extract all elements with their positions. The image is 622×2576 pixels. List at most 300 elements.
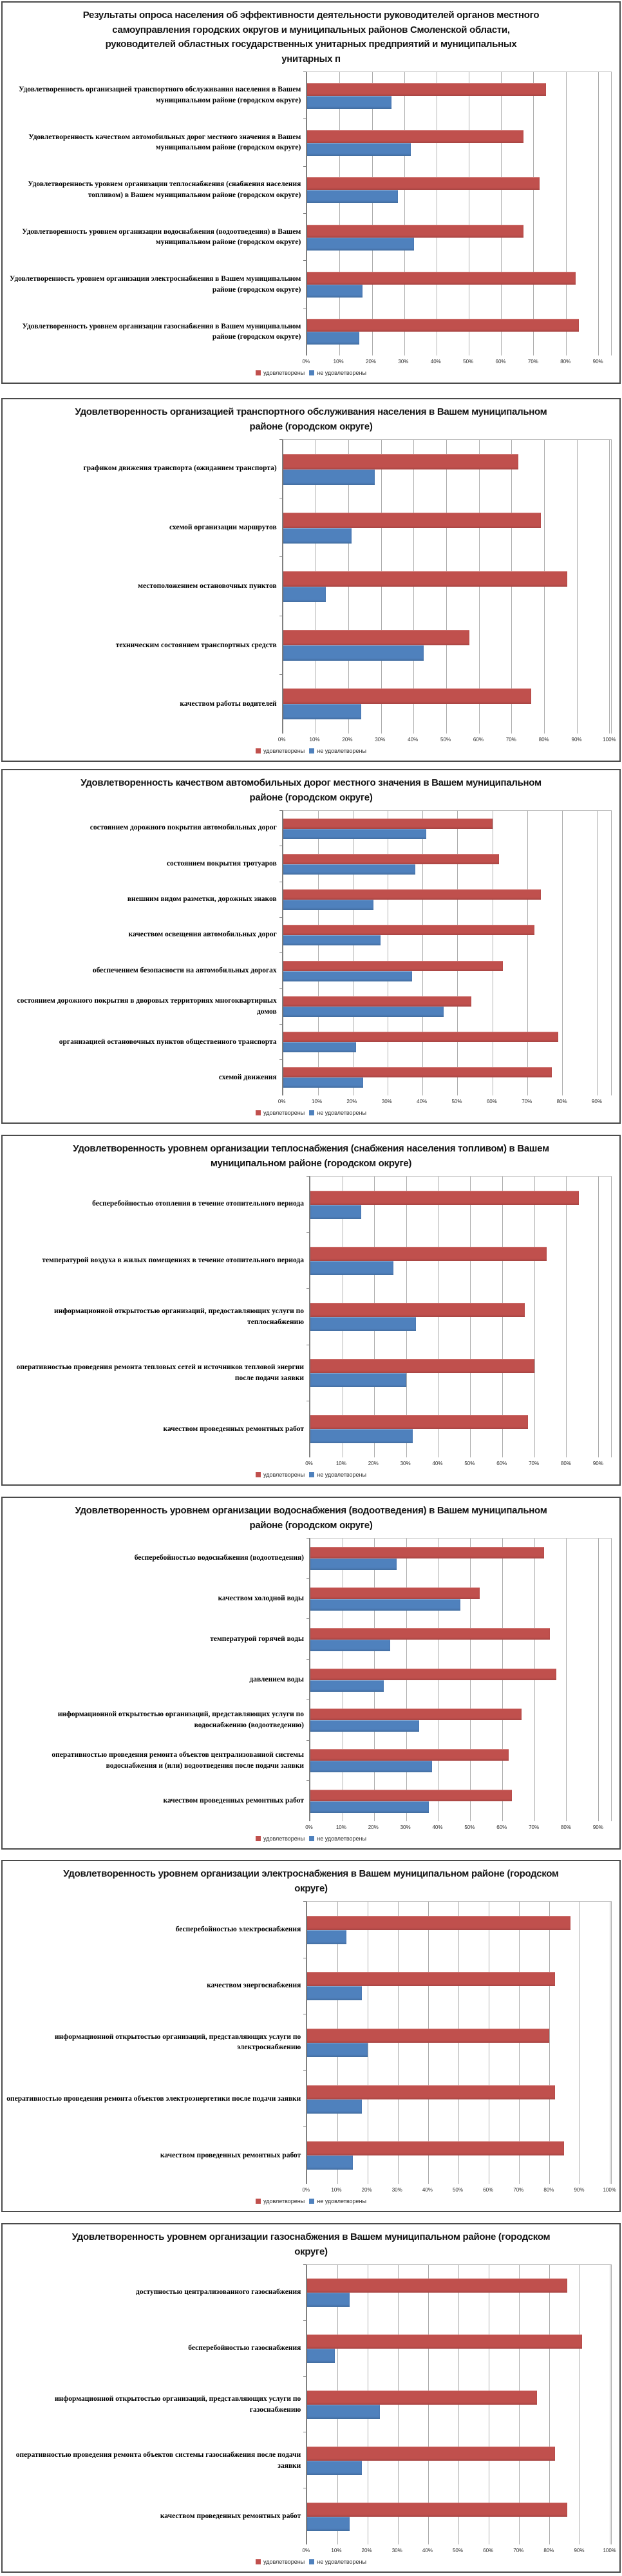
- x-axis-tick-label: 50%: [463, 359, 474, 365]
- legend-label-satisfied: удовлетворены: [263, 1110, 305, 1116]
- bar-satisfied: [310, 1191, 579, 1205]
- x-axis-tick-labels: [278, 1097, 612, 1106]
- category-labels-column: [6, 71, 306, 355]
- bar-satisfied: [310, 1359, 534, 1373]
- x-axis-tick-label: 20%: [346, 1099, 357, 1104]
- category-cell: [6, 214, 306, 261]
- bar-not-satisfied: [307, 332, 359, 345]
- bar-row: [283, 1025, 612, 1060]
- category-cell: [6, 1176, 309, 1232]
- x-axis: [6, 1823, 612, 1832]
- bar-satisfied: [307, 2085, 555, 2099]
- bar-row: [283, 498, 612, 557]
- bar-satisfied: [310, 1587, 480, 1599]
- category-cell: [6, 953, 282, 989]
- bar-satisfied: [283, 571, 567, 587]
- category-cell: [6, 557, 282, 616]
- category-label: внешним видом разметки, дорожных знаков: [127, 895, 277, 904]
- legend-label-not-satisfied: не удовлетворены: [317, 1110, 366, 1116]
- category-label: информационной открытостью организаций, представляющих услуги по электроснабжению: [55, 2032, 301, 2052]
- legend-swatch-satisfied: [256, 370, 261, 375]
- x-axis: [6, 1459, 612, 1468]
- category-cell: [6, 846, 282, 881]
- bar-row: [310, 1741, 612, 1781]
- category-cell: [6, 1781, 309, 1821]
- category-cell: [6, 917, 282, 952]
- chart-panel: [1, 398, 621, 762]
- category-cell: [6, 2320, 306, 2376]
- bar-not-satisfied: [283, 1007, 444, 1017]
- category-label: оперативностью проведения ремонта объектов системы газоснабжения после подачи заявки: [15, 2450, 301, 2470]
- bar-satisfied: [310, 1790, 512, 1801]
- chart-title: Удовлетворенность уровнем организации водоснабжения (водоотведения) в Вашем муниципальном районе (городском округе): [75, 1505, 547, 1531]
- category-cell: [6, 989, 282, 1024]
- bar-satisfied: [283, 630, 469, 645]
- category-cell: [6, 2432, 306, 2488]
- axis-spacer: [6, 2185, 306, 2195]
- x-axis-tick-label: 90%: [571, 737, 582, 743]
- x-axis: [6, 1097, 612, 1106]
- legend-swatch-not-satisfied: [309, 1110, 314, 1115]
- bar-satisfied: [307, 130, 523, 143]
- x-axis-tick-label: 40%: [432, 1824, 443, 1830]
- bar-not-satisfied: [307, 2155, 352, 2170]
- bar-not-satisfied: [283, 1077, 364, 1088]
- category-label: оперативностью проведения ремонта тепловых сетей и источников тепловой энергии после подачи заявки: [16, 1363, 304, 1382]
- x-axis-tick-label: 10%: [331, 2548, 342, 2553]
- bar-satisfied: [310, 1749, 509, 1761]
- bar-not-satisfied: [310, 1680, 384, 1692]
- category-label: состоянием покрытия тротуаров: [166, 859, 277, 867]
- category-label: качеством холодной воды: [218, 1594, 304, 1602]
- bar-rows: [307, 1902, 612, 2184]
- x-axis-tick-label: 60%: [483, 2187, 494, 2193]
- bar-satisfied: [307, 2029, 549, 2043]
- bar-not-satisfied: [310, 1599, 460, 1611]
- x-axis-tick-label: 10%: [333, 359, 344, 365]
- category-cell: [6, 1958, 306, 2014]
- category-label: Удовлетворенность уровнем организации теплоснабжения (снабжения населения топливом) в Вашем муниципальном районе (городском округе): [28, 180, 301, 199]
- legend-item-satisfied: [256, 1835, 305, 1842]
- x-axis-tick-label: 40%: [408, 737, 419, 743]
- bar-not-satisfied: [307, 190, 397, 203]
- category-label: информационной открытостью организаций, представляющих услуги по водоснабжению (водоотведению): [57, 1710, 304, 1729]
- bar-row: [283, 557, 612, 616]
- x-axis-tick-labels: [305, 1459, 612, 1468]
- category-cell: [6, 2488, 306, 2544]
- bar-row: [283, 918, 612, 953]
- x-axis-tick-label: 70%: [522, 1099, 532, 1104]
- category-cell: [6, 1700, 309, 1740]
- category-cell: [6, 2376, 306, 2432]
- bar-row: [307, 308, 612, 355]
- legend: [3, 1106, 619, 1122]
- legend-item-not-satisfied: [309, 1472, 366, 1478]
- bar-row: [307, 167, 612, 214]
- bar-satisfied: [307, 83, 546, 96]
- legend-label-satisfied: удовлетворены: [263, 2559, 305, 2565]
- x-axis-tick-labels: [302, 357, 612, 366]
- legend-item-satisfied: [256, 370, 305, 376]
- category-label: качеством работы водителей: [180, 699, 277, 708]
- bar-not-satisfied: [310, 1429, 413, 1443]
- category-label: бесперебойностью электроснабжения: [175, 1925, 301, 1933]
- category-label: Удовлетворенность уровнем организации газоснабжения в Вашем муниципальном районе (городском округе): [22, 322, 301, 341]
- bar-row: [307, 2265, 612, 2321]
- x-axis-tick-label: 50%: [451, 1099, 462, 1104]
- category-labels-column: [6, 1538, 309, 1821]
- bar-satisfied: [310, 1669, 556, 1680]
- category-labels-column: [6, 2264, 306, 2544]
- bar-not-satisfied: [307, 238, 414, 251]
- category-label: температурой воздуха в жилых помещениях в течение отопительного периода: [42, 1256, 304, 1264]
- category-label: бесперебойностью отопления в течение отопительного периода: [92, 1200, 304, 1208]
- bar-satisfied: [307, 2447, 555, 2461]
- bar-not-satisfied: [310, 1720, 419, 1732]
- bar-not-satisfied: [307, 2405, 380, 2419]
- x-axis-tick-label: 20%: [342, 737, 353, 743]
- bar-row: [307, 2071, 612, 2128]
- bar-row: [310, 1345, 612, 1401]
- bar-not-satisfied: [307, 2517, 350, 2531]
- bar-not-satisfied: [307, 2349, 334, 2363]
- bar-not-satisfied: [283, 645, 424, 661]
- category-cell: [6, 166, 306, 214]
- bar-satisfied: [307, 2503, 567, 2517]
- bar-row: [307, 2432, 612, 2488]
- legend-label-satisfied: удовлетворены: [263, 2198, 305, 2204]
- category-label: Удовлетворенность качеством автомобильных дорог местного значения в Вашем муниципальном районе (городском округе): [28, 133, 301, 152]
- bar-not-satisfied: [307, 285, 362, 298]
- legend-label-not-satisfied: не удовлетворены: [317, 2198, 366, 2204]
- chart-title: Удовлетворенность качеством автомобильных дорог местного значения в Вашем муниципальном районе (городском округе): [80, 777, 542, 803]
- legend-label-satisfied: удовлетворены: [263, 1835, 305, 1842]
- bar-satisfied: [310, 1709, 522, 1720]
- bar-row: [310, 1619, 612, 1660]
- x-axis-tick-label: 50%: [464, 1461, 475, 1466]
- x-axis-tick-label: 90%: [592, 359, 603, 365]
- bar-row: [307, 261, 612, 308]
- legend-item-satisfied: [256, 1110, 305, 1116]
- legend-item-not-satisfied: [309, 1835, 366, 1842]
- chart-title: Результаты опроса населения об эффективности деятельности руководителей органов местного самоуправления городских округов и муниципальных районов Смоленской области, руководителей областных государственных унитарных предприятий и муниципальных унитарных п: [82, 10, 540, 64]
- category-cell: [6, 439, 282, 498]
- x-axis-tick-label: 10%: [312, 1099, 323, 1104]
- legend-swatch-not-satisfied: [309, 2199, 314, 2204]
- bar-row: [310, 1579, 612, 1620]
- plot-area: [309, 1538, 612, 1821]
- axis-spacer: [6, 1097, 282, 1106]
- category-label: оперативностью проведения ремонта объектов централизованной системы водоснабжения и (или) водоотведения после подачи заявки: [52, 1751, 304, 1770]
- legend-label-not-satisfied: не удовлетворены: [317, 1835, 366, 1842]
- bar-not-satisfied: [307, 2043, 368, 2057]
- bar-satisfied: [283, 925, 534, 935]
- plot-area: [306, 2264, 612, 2544]
- x-axis-tick-label: 0%: [302, 359, 310, 365]
- bar-row: [310, 1177, 612, 1233]
- x-axis-tick-label: 50%: [452, 2548, 463, 2553]
- bar-rows: [310, 1177, 612, 1457]
- category-cell: [6, 1289, 309, 1345]
- axis-spacer: [6, 2546, 306, 2555]
- legend-swatch-not-satisfied: [309, 1472, 314, 1477]
- legend: [3, 744, 619, 761]
- chart-panel: [1, 2223, 621, 2573]
- chart-panel: [1, 1135, 621, 1486]
- bar-satisfied: [310, 1247, 547, 1261]
- plot-area: [282, 810, 612, 1095]
- category-cell: [6, 1538, 309, 1578]
- bar-row: [307, 1958, 612, 2015]
- category-cell: [6, 675, 282, 734]
- bar-row: [307, 119, 612, 166]
- bar-not-satisfied: [307, 96, 391, 109]
- category-cell: [6, 2070, 306, 2127]
- x-axis: [6, 357, 612, 366]
- category-label: Удовлетворенность уровнем организации электроснабжения в Вашем муниципальном районе (городском округе): [9, 275, 301, 294]
- bar-rows: [307, 2265, 612, 2544]
- chart-area: [6, 1538, 612, 1821]
- bar-not-satisfied: [307, 143, 411, 156]
- bar-row: [307, 2321, 612, 2377]
- bar-satisfied: [307, 225, 523, 238]
- x-axis-tick-label: 80%: [556, 1099, 567, 1104]
- axis-spacer: [6, 735, 282, 744]
- x-axis-tick-labels: [278, 735, 616, 744]
- category-label: графиком движения транспорта (ожиданием транспорта): [83, 464, 277, 473]
- legend-label-satisfied: удовлетворены: [263, 370, 305, 376]
- bar-not-satisfied: [283, 971, 412, 981]
- bar-not-satisfied: [310, 1558, 397, 1570]
- category-label: информационной открытостью организаций, представляющих услуги по газоснабжению: [55, 2394, 301, 2414]
- x-axis-tick-label: 90%: [591, 1099, 602, 1104]
- bar-not-satisfied: [310, 1373, 406, 1387]
- category-label: качеством энергоснабжения: [207, 1982, 301, 1990]
- x-axis-tick-label: 40%: [422, 2548, 433, 2553]
- bar-row: [307, 72, 612, 119]
- category-label: обеспечением безопасности на автомобильных дорогах: [92, 966, 277, 974]
- bar-row: [307, 2377, 612, 2433]
- bar-satisfied: [283, 513, 541, 528]
- bar-satisfied: [307, 177, 540, 190]
- bar-row: [283, 846, 612, 882]
- category-labels-column: [6, 1901, 306, 2184]
- bar-row: [283, 882, 612, 918]
- axis-spacer: [6, 1459, 309, 1468]
- bar-not-satisfied: [310, 1640, 390, 1651]
- category-cell: [6, 498, 282, 556]
- legend-item-satisfied: [256, 2198, 305, 2204]
- bar-satisfied: [307, 2278, 567, 2293]
- chart-area: [6, 1176, 612, 1457]
- chart-title: Удовлетворенность организацией транспортного обслуживания населения в Вашем муниципальном районе (городском округе): [75, 406, 547, 432]
- category-label: качеством проведенных ремонтных работ: [160, 2512, 301, 2521]
- x-axis-tick-label: 60%: [486, 1099, 497, 1104]
- bar-satisfied: [283, 889, 542, 900]
- x-axis-tick-label: 60%: [495, 359, 506, 365]
- bar-not-satisfied: [307, 1930, 346, 1944]
- bar-satisfied: [310, 1303, 525, 1317]
- category-cell: [6, 261, 306, 308]
- legend-swatch-satisfied: [256, 1836, 261, 1841]
- x-axis-tick-label: 30%: [391, 2548, 402, 2553]
- x-axis-tick-label: 0%: [302, 2187, 310, 2193]
- bar-not-satisfied: [283, 829, 426, 839]
- bar-row: [310, 1289, 612, 1345]
- bar-row: [307, 2488, 612, 2544]
- bar-not-satisfied: [307, 2293, 350, 2307]
- bar-row: [283, 989, 612, 1024]
- x-axis-tick-label: 30%: [391, 2187, 402, 2193]
- category-label: температурой горячей воды: [210, 1634, 304, 1643]
- bar-rows: [310, 1539, 612, 1821]
- x-axis-tick-label: 80%: [560, 359, 571, 365]
- category-label: качеством проведенных ремонтных работ: [163, 1425, 304, 1433]
- x-axis-tick-labels: [302, 2185, 616, 2195]
- legend-item-not-satisfied: [309, 2198, 366, 2204]
- bar-row: [310, 1401, 612, 1457]
- category-label: оперативностью проведения ремонта объектов электроэнергетики после подачи заявки: [6, 2094, 301, 2103]
- bar-rows: [283, 440, 612, 734]
- bar-satisfied: [283, 819, 493, 829]
- category-labels-column: [6, 1176, 309, 1457]
- x-axis-tick-label: 60%: [473, 737, 484, 743]
- category-cell: [6, 616, 282, 674]
- bar-row: [283, 675, 612, 734]
- x-axis-tick-label: 80%: [543, 2548, 554, 2553]
- bar-satisfied: [310, 1415, 528, 1429]
- bar-satisfied: [307, 319, 578, 332]
- bar-not-satisfied: [310, 1761, 432, 1772]
- bar-satisfied: [283, 1067, 552, 1077]
- x-axis-tick-labels: [305, 1823, 612, 1832]
- bar-row: [310, 1700, 612, 1741]
- bar-satisfied: [307, 2391, 537, 2405]
- x-axis-tick-label: 70%: [513, 2187, 524, 2193]
- x-axis-tick-label: 20%: [361, 2187, 372, 2193]
- chart-area: [6, 71, 612, 355]
- bar-satisfied: [307, 1916, 570, 1930]
- legend: [3, 366, 619, 383]
- legend-swatch-not-satisfied: [309, 370, 314, 375]
- category-cell: [6, 882, 282, 917]
- x-axis-tick-label: 10%: [331, 2187, 342, 2193]
- x-axis-tick-label: 90%: [574, 2548, 585, 2553]
- x-axis-tick-label: 100%: [603, 2548, 616, 2553]
- x-axis-tick-label: 0%: [305, 1461, 313, 1466]
- legend-swatch-satisfied: [256, 1110, 261, 1115]
- x-axis-tick-label: 80%: [560, 1461, 571, 1466]
- bar-row: [283, 811, 612, 846]
- category-cell: [6, 2014, 306, 2071]
- chart-title: Удовлетворенность уровнем организации электроснабжения в Вашем муниципальном районе (городском округе): [63, 1868, 559, 1894]
- chart-area: [6, 1901, 612, 2184]
- x-axis-tick-label: 40%: [417, 1099, 428, 1104]
- x-axis-tick-label: 50%: [452, 2187, 463, 2193]
- x-axis-tick-label: 70%: [527, 359, 538, 365]
- category-cell: [6, 1901, 306, 1958]
- chart-area: [6, 810, 612, 1095]
- chart-title: Удовлетворенность уровнем организации теплоснабжения (снабжения населения топливом) в Вашем муниципальном районе (городском округе): [73, 1143, 549, 1169]
- bar-row: [283, 616, 612, 675]
- bar-satisfied: [310, 1628, 550, 1640]
- category-cell: [6, 1232, 309, 1288]
- x-axis-tick-label: 20%: [366, 359, 377, 365]
- x-axis-tick-label: 30%: [375, 737, 386, 743]
- legend-swatch-satisfied: [256, 748, 261, 753]
- bar-row: [310, 1660, 612, 1700]
- x-axis-tick-label: 20%: [361, 2548, 372, 2553]
- category-cell: [6, 308, 306, 356]
- bar-satisfied: [307, 1972, 555, 1986]
- x-axis: [6, 2185, 616, 2195]
- bar-not-satisfied: [283, 864, 416, 875]
- category-label: давлением воды: [249, 1675, 304, 1683]
- legend-item-not-satisfied: [309, 2559, 366, 2565]
- legend-label-satisfied: удовлетворены: [263, 1472, 305, 1478]
- x-axis: [6, 2546, 616, 2555]
- legend-item-not-satisfied: [309, 370, 366, 376]
- category-label: схемой организации маршрутов: [169, 523, 277, 531]
- x-axis-tick-label: 40%: [422, 2187, 433, 2193]
- x-axis-tick-label: 20%: [368, 1824, 379, 1830]
- x-axis-tick-label: 70%: [529, 1461, 540, 1466]
- x-axis-tick-label: 50%: [440, 737, 451, 743]
- x-axis-tick-label: 60%: [496, 1461, 507, 1466]
- axis-spacer: [6, 1823, 309, 1832]
- bar-satisfied: [283, 854, 500, 864]
- bar-not-satisfied: [310, 1205, 361, 1219]
- category-labels-column: [6, 439, 282, 734]
- legend-label-not-satisfied: не удовлетворены: [317, 1472, 366, 1478]
- category-label: качеством проведенных ремонтных работ: [160, 2151, 301, 2159]
- bar-satisfied: [307, 2141, 564, 2155]
- plot-area: [282, 439, 612, 734]
- category-labels-column: [6, 810, 282, 1095]
- x-axis-tick-label: 80%: [538, 737, 549, 743]
- category-label: Удовлетворенность организацией транспортного обслуживания населения в Вашем муниципальном районе (городском округе): [19, 86, 301, 104]
- category-label: состоянием дорожного покрытия автомобильных дорог: [90, 824, 277, 832]
- plot-area: [306, 71, 612, 355]
- category-cell: [6, 1345, 309, 1401]
- category-label: состоянием дорожного покрытия в дворовых территориях многоквартирных домов: [17, 996, 277, 1016]
- bar-satisfied: [307, 272, 575, 285]
- legend-swatch-satisfied: [256, 1472, 261, 1477]
- legend-item-not-satisfied: [309, 748, 366, 754]
- category-cell: [6, 1619, 309, 1660]
- chart-title: Удовлетворенность уровнем организации газоснабжения в Вашем муниципальном районе (городском округе): [71, 2231, 551, 2257]
- bar-row: [310, 1539, 612, 1579]
- legend-item-not-satisfied: [309, 1110, 366, 1116]
- bar-satisfied: [283, 688, 531, 704]
- x-axis-tick-label: 90%: [592, 1461, 603, 1466]
- x-axis-tick-label: 80%: [543, 2187, 554, 2193]
- bar-not-satisfied: [307, 2461, 361, 2475]
- legend: [3, 1468, 619, 1484]
- x-axis-tick-label: 80%: [560, 1824, 571, 1830]
- category-cell: [6, 810, 282, 846]
- legend-item-satisfied: [256, 1472, 305, 1478]
- category-cell: [6, 1578, 309, 1619]
- bar-row: [283, 953, 612, 989]
- category-cell: [6, 1401, 309, 1457]
- category-label: бесперебойностью водоснабжения (водоотведения): [134, 1554, 304, 1562]
- plot-area: [309, 1176, 612, 1457]
- category-label: информационной открытостью организаций, предоставляющих услуги по теплоснабжению: [53, 1307, 304, 1326]
- category-cell: [6, 1060, 282, 1095]
- x-axis-tick-label: 90%: [592, 1824, 603, 1830]
- axis-spacer: [6, 357, 306, 366]
